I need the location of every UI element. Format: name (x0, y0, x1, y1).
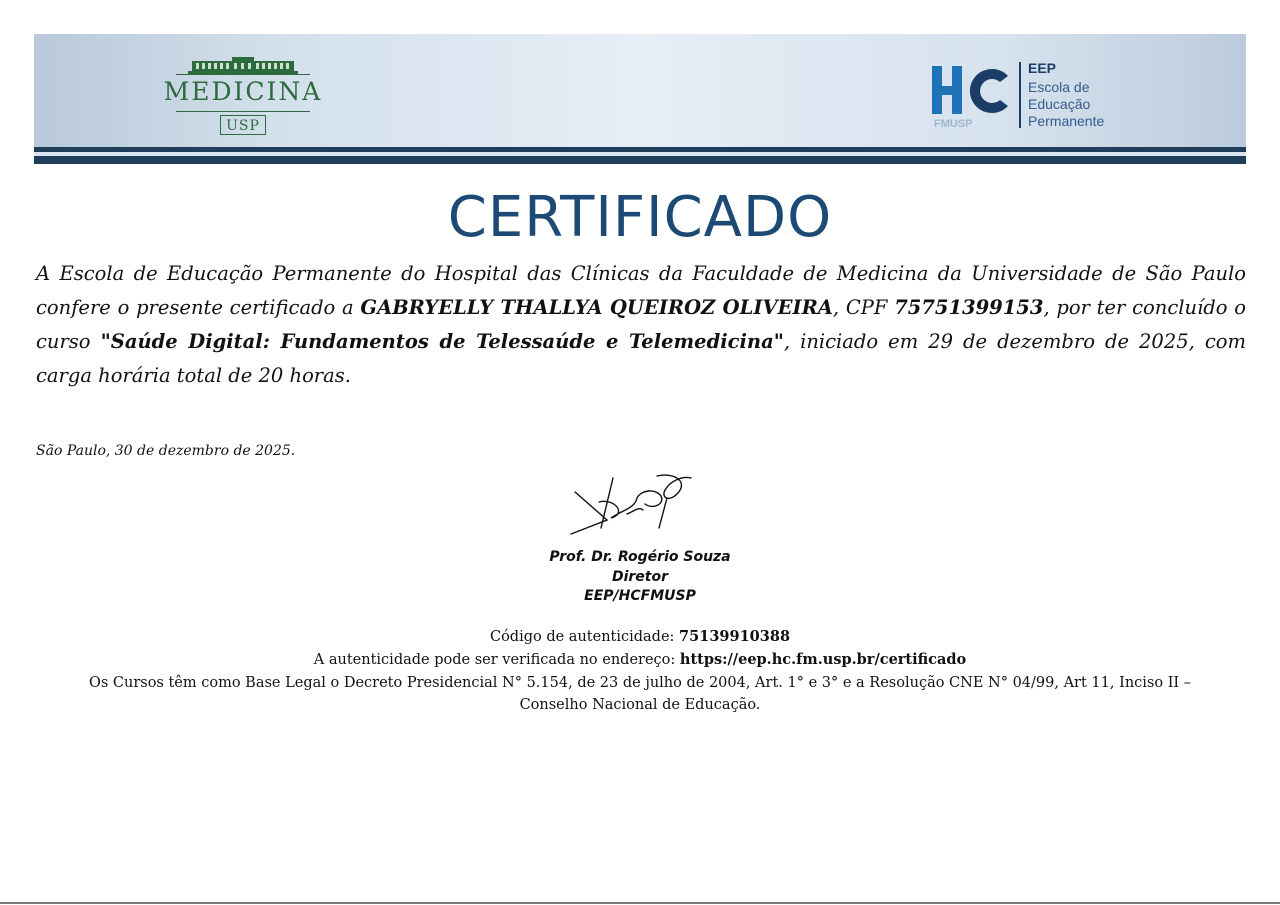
director-signature (565, 468, 705, 546)
verification-line: A autenticidade pode ser verificada no endereço: https://eep.hc.fm.usp.br/certificado (313, 651, 967, 668)
authenticity-code-line: Código de autenticidade: 75139910388 (489, 628, 791, 645)
recipient-name: GABRYELLY THALLYA QUEIROZ OLIVEIRA (360, 296, 833, 319)
eep-line-3: Permanente (1028, 113, 1105, 129)
course-details: , iniciado em 29 de dezembro de 2025, com carga horária total de 20 horas. (36, 330, 1247, 387)
usp-logo-text: USP (220, 115, 266, 135)
certificate-intro: A Escola de Educação Permanente do Hospital das Clínicas da Faculdade de Medicina da Universidade de São Paulo confere o presente certificado a (36, 262, 1246, 319)
cpf-number: 75751399153 (894, 296, 1044, 319)
verification-url[interactable]: https://eep.hc.fm.usp.br/certificado (679, 651, 967, 668)
legal-basis-line-1: Os Cursos têm como Base Legal o Decreto Presidencial N° 5.154, de 23 de julho de 2004, Art. 1° e 3° e a Resolução CNE N° 04/99, Art 11, Inciso II – (88, 675, 1192, 691)
eep-line-2: Educação (1028, 96, 1091, 112)
eep-label: EEP (1028, 60, 1057, 76)
hc-fmusp-logo-icon (930, 60, 1016, 130)
signatory-name: Prof. Dr. Rogério Souza (549, 549, 731, 565)
header-stripe-bottom (34, 156, 1246, 164)
authenticity-code: 75139910388 (679, 628, 791, 645)
certificate-body (36, 257, 1246, 393)
hc-eep-logo (930, 60, 1180, 135)
certificate-title: CERTIFICADO (447, 185, 833, 250)
faculty-building-icon (188, 55, 298, 75)
medicina-logo-title: MEDICINA (163, 77, 323, 106)
signatory-org: EEP/HCFMUSP (584, 588, 696, 604)
course-name: "Saúde Digital: Fundamentos de Telessaúde e Telemedicina" (100, 330, 784, 353)
eep-line-1: Escola de (1028, 79, 1090, 95)
course-intro: , por ter concluído o curso (36, 296, 1247, 353)
signatory-role: Diretor (611, 569, 669, 585)
svg-text:FMUSP: FMUSP (934, 118, 973, 130)
medicina-usp-logo (160, 55, 326, 140)
page-bottom-rule (0, 902, 1280, 904)
legal-basis-line-2: Conselho Nacional de Educação. (519, 697, 761, 713)
place-date: São Paulo, 30 de dezembro de 2025. (36, 443, 296, 459)
cpf-label: , CPF (832, 296, 895, 319)
